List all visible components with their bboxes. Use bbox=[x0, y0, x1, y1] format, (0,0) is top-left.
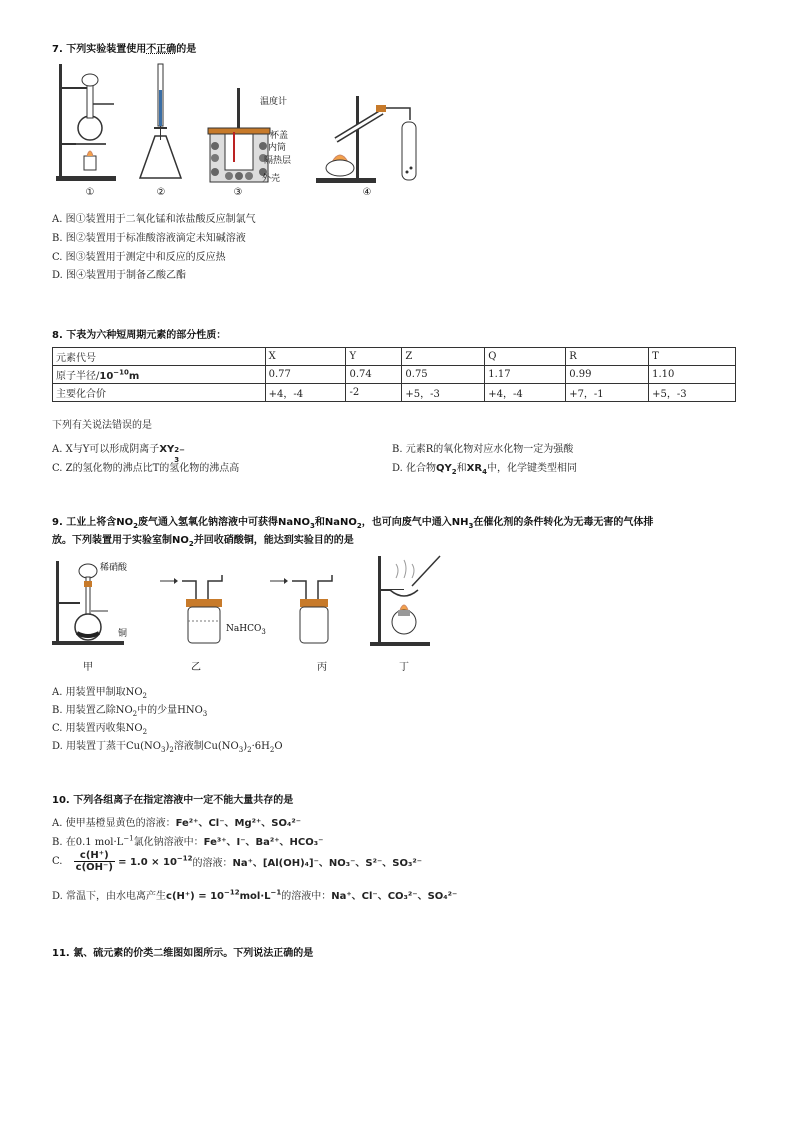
apparatus-figure-1 bbox=[50, 58, 125, 188]
figure-4-caption: ④ bbox=[362, 187, 372, 198]
q9-option-d[interactable]: D. 用装置丁蒸干$Cu(NO_3)_2$溶液制$Cu(NO_3)_2\cdot 6H_2O$ bbox=[52, 741, 283, 754]
cell-radius: 1.17 bbox=[485, 366, 566, 384]
caption-ding: 丁 bbox=[399, 662, 409, 673]
figure-1-caption: ① bbox=[85, 187, 95, 198]
q10-option-d[interactable]: D. 常温下，由水电离产生$c(H^+) = 10^{-12}mol\cdot L^{-1}$的溶液中：Na⁺、Cl⁻、CO₃²⁻、SO₄²⁻ bbox=[52, 888, 458, 902]
row-label-element: 元素代号 bbox=[53, 348, 266, 366]
label-cup-lid: 杯盖 bbox=[270, 131, 289, 141]
cell-radius: 0.77 bbox=[265, 366, 346, 384]
label-thermometer: 温度计 bbox=[260, 97, 288, 107]
cell-symbol: X bbox=[265, 348, 346, 366]
label-inner-cup: 内筒 bbox=[268, 143, 287, 153]
table-row bbox=[53, 384, 736, 402]
cell-radius: 0.99 bbox=[566, 366, 649, 384]
cell-radius: 0.75 bbox=[402, 366, 485, 384]
figure-3-caption: ③ bbox=[233, 187, 243, 198]
label-dilute-nitric-acid: 稀硝酸 bbox=[100, 563, 128, 573]
cell-radius: 0.74 bbox=[346, 366, 402, 384]
q7-option-d[interactable]: D. 图④装置用于制备乙酸乙酯 bbox=[52, 270, 187, 281]
table-row bbox=[53, 348, 736, 366]
question-9-title-line2: 放。下列装置用于实验室制$NO_2$并回收硝酸铜，能达到实验目的的是 bbox=[52, 535, 354, 548]
cell-valence: +5，-3 bbox=[402, 384, 485, 402]
q8-option-b[interactable]: B. 元素R的氧化物对应水化物一定为强酸 bbox=[392, 444, 574, 455]
row-label-radius: 原子半径$/10^{-10}m$ bbox=[53, 366, 266, 384]
cell-symbol: R bbox=[566, 348, 649, 366]
q10-option-a[interactable]: A. 使甲基橙显黄色的溶液：Fe²⁺、Cl⁻、Mg²⁺、SO₄²⁻ bbox=[52, 818, 302, 829]
cell-symbol: Z bbox=[402, 348, 485, 366]
caption-jia: 甲 bbox=[83, 662, 93, 673]
q9-option-c[interactable]: C. 用装置丙收集$NO_2$ bbox=[52, 723, 148, 736]
label-insulation: 隔热层 bbox=[264, 156, 292, 166]
q7-option-a[interactable]: A. 图①装置用于二氧化锰和浓盐酸反应制氯气 bbox=[52, 214, 256, 225]
apparatus-figure-4 bbox=[306, 92, 431, 184]
cell-valence: +4，-4 bbox=[485, 384, 566, 402]
question-9-title-line1: 9. 工业上将含$NO_2$废气通入氢氧化钠溶液中可获得NaNO$_3$和NaNO$_2$，也可向废气中通入$NH_3$在催化剂的条件转化为无毒无害的气体排 bbox=[52, 517, 654, 530]
concentration-ratio-fraction: $\frac{c(H^+)}{c(OH^-)}$ bbox=[75, 850, 113, 873]
cell-valence: +4，-4 bbox=[265, 384, 346, 402]
q9-option-a[interactable]: A. 用装置甲制取$NO_2$ bbox=[52, 687, 147, 700]
q8-option-c[interactable]: C. Z的氢化物的沸点比T的氢化物的沸点高 bbox=[52, 463, 240, 474]
q9-option-b[interactable]: B. 用装置乙除$NO_2$中的少量$HNO_3$ bbox=[52, 705, 208, 718]
label-sodium-bicarbonate: NaHCO$_3$ bbox=[226, 624, 266, 636]
apparatus-figure-2 bbox=[136, 60, 186, 185]
caption-yi: 乙 bbox=[191, 662, 201, 673]
figure-2-caption: ② bbox=[156, 187, 166, 198]
apparatus-ding bbox=[368, 552, 448, 648]
emphasis-not-correct: 不正确 bbox=[146, 44, 177, 55]
q7-option-c[interactable]: C. 图③装置用于测定中和反应的反应热 bbox=[52, 252, 226, 263]
cell-radius: 1.10 bbox=[649, 366, 736, 384]
cell-symbol: T bbox=[649, 348, 736, 366]
cell-valence: -2 bbox=[346, 384, 402, 402]
table-row bbox=[53, 366, 736, 384]
cell-valence: +7，-1 bbox=[566, 384, 649, 402]
q8-option-a[interactable]: A. X与Y可以形成阴离子XY 2− 3 bbox=[52, 444, 186, 464]
apparatus-bing bbox=[270, 573, 340, 648]
element-properties-table bbox=[52, 347, 736, 402]
q8-option-d[interactable]: D. 化合物$QY_2$和$XR_4$中，化学键类型相同 bbox=[392, 463, 577, 476]
q10-option-b[interactable]: B. 在0.1 $mol\cdot L^{-1}$氯化钠溶液中：Fe³⁺、I⁻、Ba²⁺、HCO₃⁻ bbox=[52, 834, 324, 848]
q10-option-c[interactable]: C. $\frac{c(H^+)}{c(OH^-)}$ = $1.0 \times 10^{-12}$的溶液：Na⁺、[Al(OH)₄]⁻、NO₃⁻、S²⁻、SO₃²⁻ bbox=[52, 850, 423, 873]
cell-valence: +5，-3 bbox=[649, 384, 736, 402]
q8-prompt: 下列有关说法错误的是 bbox=[52, 420, 152, 431]
caption-bing: 丙 bbox=[317, 662, 327, 673]
question-7-title: 7. 下列实验装置使用不正确的是 bbox=[52, 44, 197, 55]
question-8-title: 8. 下表为六种短周期元素的部分性质： bbox=[52, 330, 227, 341]
cell-symbol: Y bbox=[346, 348, 402, 366]
row-label-valence: 主要化合价 bbox=[53, 384, 266, 402]
question-11-title: 11. 氯、硫元素的价类二维图如图所示。下列说法正确的是 bbox=[52, 948, 314, 959]
cell-symbol: Q bbox=[485, 348, 566, 366]
label-outer-shell: 外壳 bbox=[262, 174, 281, 184]
q7-option-b[interactable]: B. 图②装置用于标准酸溶液滴定未知碱溶液 bbox=[52, 233, 246, 244]
apparatus-yi bbox=[160, 573, 235, 648]
question-10-title: 10. 下列各组离子在指定溶液中一定不能大量共存的是 bbox=[52, 795, 294, 806]
label-copper: 铜 bbox=[118, 629, 128, 639]
